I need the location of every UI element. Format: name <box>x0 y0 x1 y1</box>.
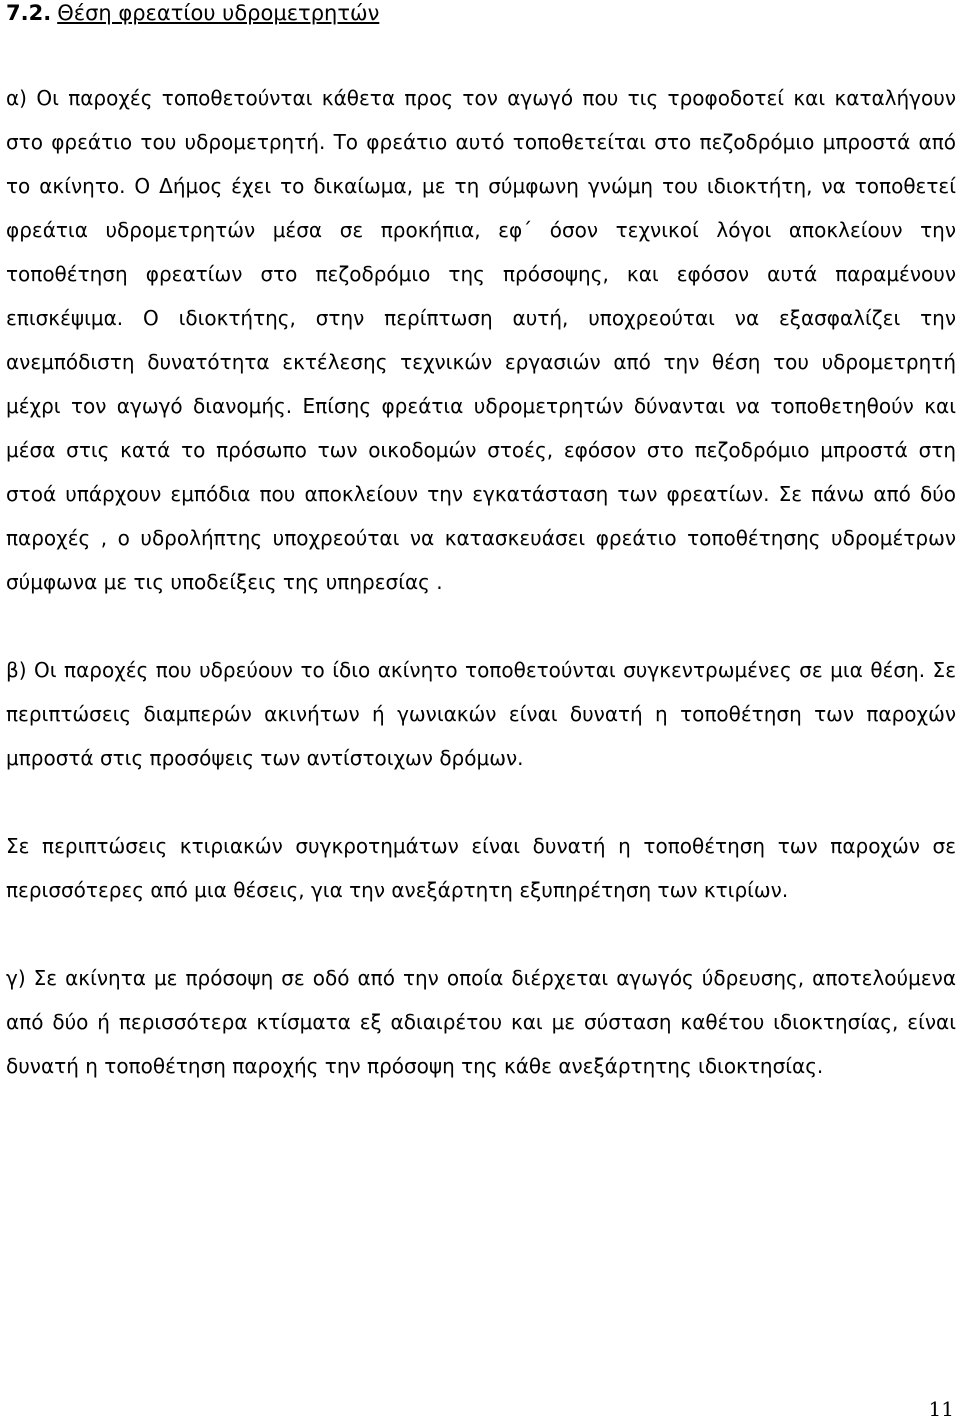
spacer <box>6 26 956 76</box>
spacer <box>6 780 956 824</box>
document-page <box>6 0 956 1088</box>
section-number: 7.2. <box>6 1 52 25</box>
page-number: 11 <box>928 1397 954 1421</box>
spacer <box>6 604 956 648</box>
paragraph-b: β) Οι παροχές που υδρεύουν το ίδιο ακίνητο τοποθετούνται συγκεντρωμένες σε μια θέση. Σε περιπτώσεις διαμπερών ακινήτων ή γωνιακών είναι δυνατή η τοποθέτηση των παροχών μπροστά στις προσόψεις των αντίστοιχων δρόμων. <box>6 658 956 770</box>
paragraph-c: γ) Σε ακίνητα με πρόσοψη σε οδό από την οποία διέρχεται αγωγός ύδρευσης, αποτελούμενα από δύο ή περισσότερα κτίσματα εξ αδιαιρέτου και με σύσταση καθέτου ιδιοκτησίας, είναι δυνατή η τοποθέτηση παροχής την πρόσοψη της κάθε ανεξάρτητης ιδιοκτησίας. <box>6 966 956 1078</box>
paragraph-complexes: Σε περιπτώσεις κτιριακών συγκροτημάτων είναι δυνατή η τοποθέτηση των παροχών σε περισσότερες από μια θέσεις, για την ανεξάρτητη εξυπηρέτηση των κτιρίων. <box>6 834 956 902</box>
section-title: Θέση φρεατίου υδρομετρητών <box>57 1 380 25</box>
spacer <box>6 912 956 956</box>
section-heading <box>6 0 956 26</box>
paragraph-a: α) Οι παροχές τοποθετούνται κάθετα προς τον αγωγό που τις τροφοδοτεί και καταλήγουν στο φρεάτιο του υδρομετρητή. Το φρεάτιο αυτό τοποθετείται στο πεζοδρόμιο μπροστά από το ακίνητο. Ο Δήμος έχει το δικαίωμα, με τη σύμφωνη γνώμη του ιδιοκτήτη, να τοποθετεί φρεάτια υδρομετρητών μέσα σε προκήπια, εφ΄ όσον τεχνικοί λόγοι αποκλείουν την τοποθέτηση φρεατίων στο πεζοδρόμιο της πρόσοψης, και εφόσον αυτά παραμένουν επισκέψιμα. Ο ιδιοκτήτης, στην περίπτωση αυτή, υποχρεούται να εξασφαλίζει την ανεμπόδιστη δυνατότητα εκτέλεσης τεχνικών εργασιών από την θέση του υδρομετρητή μέχρι τον αγωγό διανομής. Επίσης φρεάτια υδρομετρητών δύνανται να τοποθετηθούν και μέσα στις κατά το πρόσωπο των οικοδομών στοές, εφόσον στο πεζοδρόμιο μπροστά στη στοά υπάρχουν εμπόδια που αποκλείουν την εγκατάσταση των φρεατίων. Σε πάνω από δύο παροχές , ο υδρολήπτης υποχρεούται να κατασκευάσει φρεάτιο τοποθέτησης υδρομέτρων σύμφωνα με τις υποδείξεις της υπηρεσίας . <box>6 86 956 594</box>
